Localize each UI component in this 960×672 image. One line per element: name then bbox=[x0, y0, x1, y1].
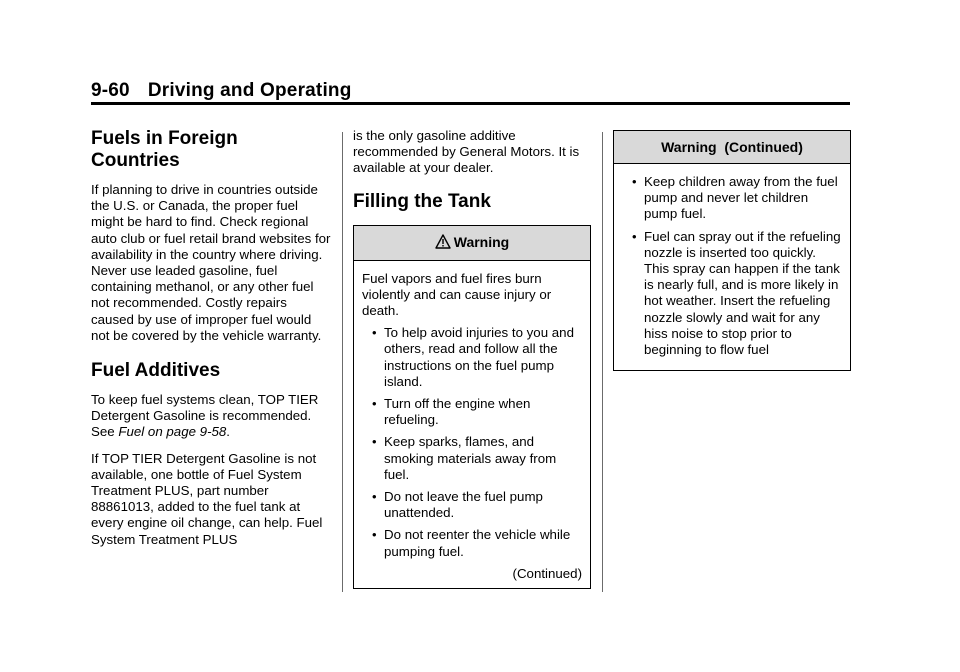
list-item: • To help avoid injuries to you and others, read and follow all the instructions on the fuel pump island. bbox=[372, 325, 574, 389]
bullet-icon: • bbox=[372, 489, 377, 505]
warning-body bbox=[354, 261, 590, 588]
list-item: • Keep children away from the fuel pump and never let children pump fuel. bbox=[632, 174, 838, 222]
list-item: • Do not reenter the vehicle while pumping fuel. bbox=[372, 527, 571, 559]
paragraph-top-tier: To keep fuel systems clean, TOP TIER Detergent Gasoline is recommended. See Fuel on page 9-58. bbox=[91, 392, 319, 440]
column-1 bbox=[91, 128, 331, 558]
warning-continued-bullet-list bbox=[622, 174, 842, 358]
column-divider-2 bbox=[602, 132, 603, 592]
list-item: • Keep sparks, flames, and smoking materials away from fuel. bbox=[372, 434, 557, 482]
warning-box bbox=[353, 225, 591, 589]
warning-continued-box bbox=[613, 130, 851, 371]
bullet-icon: • bbox=[372, 434, 377, 450]
paragraph-foreign-fuels: If planning to drive in countries outside the U.S. or Canada, the proper fuel might be hard to find. Check regional auto club or fuel retail brand websites for availability in the country where driving. Never use leaded gasoline, fuel containing methanol, or any other fuel not recommended. Costly repairs caused by use of improper fuel would not be covered by the vehicle warranty. bbox=[91, 182, 331, 343]
warning-intro: Fuel vapors and fuel fires burn violently and can cause injury or death. bbox=[362, 270, 552, 319]
section-title: Driving and Operating bbox=[147, 80, 352, 101]
list-item: • Turn off the engine when refueling. bbox=[372, 396, 531, 428]
warning-triangle-icon bbox=[435, 234, 451, 252]
cross-reference-link[interactable]: Fuel on page 9-58 bbox=[118, 424, 227, 440]
header-rule bbox=[91, 102, 850, 105]
continued-label: (Continued) bbox=[512, 565, 582, 581]
bullet-icon: • bbox=[632, 174, 637, 189]
bullet-icon: • bbox=[372, 396, 377, 412]
heading-fuels-in-foreign-countries: Fuels in Foreign Countries bbox=[91, 128, 238, 171]
bullet-icon: • bbox=[372, 527, 377, 543]
column-divider-1 bbox=[342, 132, 343, 592]
warning-continued-header: Warning (Continued) bbox=[614, 131, 850, 164]
paragraph-fuel-system-treatment: If TOP TIER Detergent Gasoline is not available, one bottle of Fuel System Treatment PLUS, part number 88861013, added to the fuel tank at every engine oil change, can help. Fuel System Treatment PLUS bbox=[91, 450, 323, 547]
list-item: • Do not leave the fuel pump unattended. bbox=[372, 489, 543, 521]
page-header bbox=[91, 80, 352, 102]
warning-continued-body bbox=[614, 164, 850, 370]
warning-title: Warning bbox=[453, 233, 510, 250]
warning-header bbox=[354, 226, 590, 261]
bullet-icon: • bbox=[372, 325, 377, 341]
heading-filling-the-tank: Filling the Tank bbox=[353, 190, 491, 212]
list-item: • Fuel can spray out if the refueling nozzle is inserted too quickly. This spray can happen if the tank is nearly full, and is more likely in hot weather. Insert the refueling nozzle slowly and wait for any hiss noise to stop prior to beginning to flow fuel bbox=[632, 228, 841, 358]
page-number: 9-60 bbox=[91, 80, 130, 101]
paragraph-additive-continued: is the only gasoline additive recommended by General Motors. It is available at your dealer. bbox=[353, 128, 580, 176]
column-2 bbox=[353, 128, 591, 589]
heading-fuel-additives: Fuel Additives bbox=[91, 360, 221, 382]
bullet-icon: • bbox=[632, 228, 637, 244]
warning-bullet-list bbox=[362, 325, 582, 560]
column-3 bbox=[613, 130, 851, 371]
